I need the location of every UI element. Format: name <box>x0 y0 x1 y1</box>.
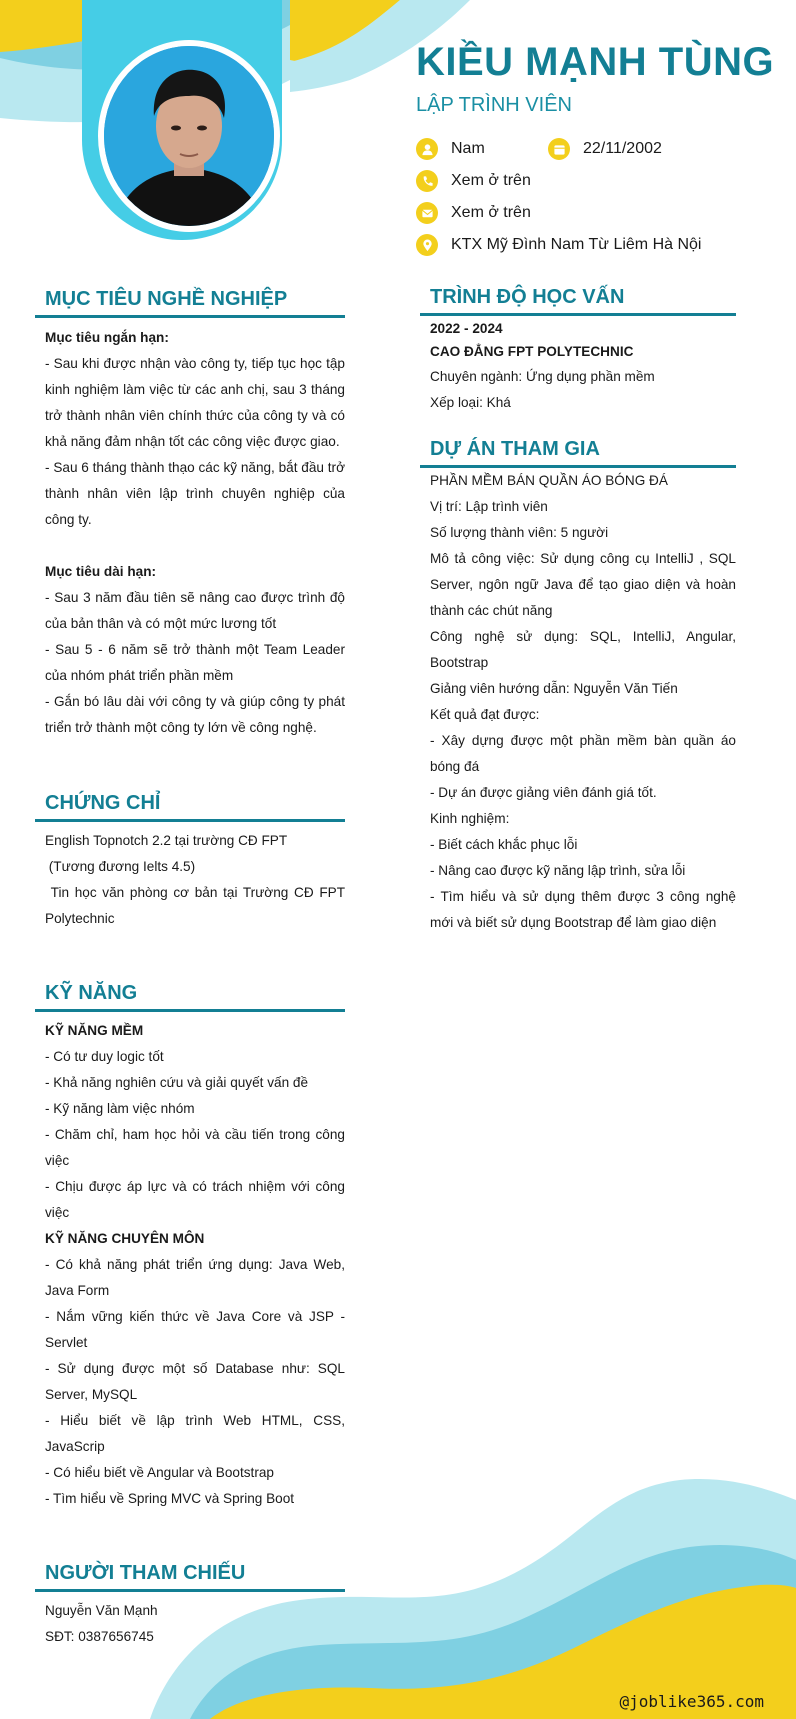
education-rank: Xếp loại: Khá <box>430 395 511 410</box>
certificates-content <box>45 828 349 932</box>
info-birthdate <box>548 138 662 160</box>
project-line: - Tìm hiểu và sử dụng thêm được 3 công nghệ mới và biết sử dụng Bootstrap để làm giao diện <box>430 889 736 930</box>
education-major: Chuyên ngành: Ứng dụng phần mềm <box>430 369 655 384</box>
user-icon <box>416 138 438 160</box>
pro-skill-item: - Hiểu biết về lập trình Web HTML, CSS, JavaScrip <box>45 1413 345 1454</box>
objective-content <box>45 325 345 741</box>
education-title: TRÌNH ĐỘ HỌC VẤN <box>420 286 736 316</box>
projects-title: DỰ ÁN THAM GIA <box>420 438 736 468</box>
education-school: CAO ĐẲNG FPT POLYTECHNIC <box>430 344 634 359</box>
project-line: Vị trí: Lập trình viên <box>430 499 548 514</box>
certificates-title: CHỨNG CHỈ <box>35 792 345 822</box>
skills-title: KỸ NĂNG <box>35 982 345 1012</box>
certificate-item: Tin học văn phòng cơ bản tại Trường CĐ FPT Polytechnic <box>45 885 349 926</box>
location-pin-icon <box>416 234 438 256</box>
soft-skill-item: - Chịu được áp lực và có trách nhiệm với công việc <box>45 1179 345 1220</box>
profile-photo <box>98 40 280 232</box>
soft-skill-item: - Kỹ năng làm việc nhóm <box>45 1101 195 1116</box>
soft-skill-item: - Khả năng nghiên cứu và giải quyết vấn đề <box>45 1075 309 1090</box>
certificate-item: (Tương đương Ielts 4.5) <box>45 859 196 874</box>
short-term-label: Mục tiêu ngắn hạn: <box>45 330 169 345</box>
info-gender <box>416 138 485 160</box>
project-line: - Dự án được giảng viên đánh giá tốt. <box>430 785 657 800</box>
long-term-label: Mục tiêu dài hạn: <box>45 564 157 579</box>
projects-content <box>430 468 736 936</box>
project-line: Mô tả công việc: Sử dụng công cụ IntelliJ , SQL Server, ngôn ngữ Java để tạo giao diện và hoàn thành các chút năng <box>430 551 736 618</box>
candidate-role: LẬP TRÌNH VIÊN <box>416 94 572 116</box>
project-name: PHẦN MỀM BÁN QUẦN ÁO BÓNG ĐÁ <box>430 473 668 488</box>
pro-skill-item: - Sử dụng được một số Database như: SQL Server, MySQL <box>45 1361 345 1402</box>
project-line: - Biết cách khắc phục lỗi <box>430 837 578 852</box>
phone-value: Xem ở trên <box>451 172 531 189</box>
long-term-item: - Sau 3 năm đầu tiên sẽ nâng cao được trình độ của bản thân và có một mức lương tốt <box>45 590 345 631</box>
certificate-item: English Topnotch 2.2 tại trường CĐ FPT <box>45 833 288 848</box>
email-value: Xem ở trên <box>451 204 531 221</box>
watermark-link[interactable]: @joblike365.com <box>619 1692 764 1711</box>
pro-skill-item: - Tìm hiểu về Spring MVC và Spring Boot <box>45 1491 295 1506</box>
soft-skill-item: - Có tư duy logic tốt <box>45 1049 164 1064</box>
reference-phone: SĐT: 0387656745 <box>45 1629 154 1644</box>
calendar-icon <box>548 138 570 160</box>
info-email <box>416 202 531 224</box>
project-line: Công nghệ sử dụng: SQL, IntelliJ, Angular, Bootstrap <box>430 629 736 670</box>
education-content <box>430 318 736 416</box>
info-phone <box>416 170 531 192</box>
info-address <box>416 234 701 256</box>
objective-title: MỤC TIÊU NGHỀ NGHIỆP <box>35 288 345 318</box>
birthdate-value: 22/11/2002 <box>583 140 662 157</box>
project-line: - Xây dựng được một phần mềm bàn quần áo bóng đá <box>430 733 736 774</box>
long-term-item: - Sau 5 - 6 năm sẽ trở thành một Team Leader của nhóm phát triển phần mềm <box>45 642 345 683</box>
project-line: Giảng viên hướng dẫn: Nguyễn Văn Tiến <box>430 681 678 696</box>
pro-skills-label: KỸ NĂNG CHUYÊN MÔN <box>45 1231 205 1246</box>
project-line: Kinh nghiệm: <box>430 811 510 826</box>
reference-name: Nguyễn Văn Mạnh <box>45 1603 158 1618</box>
pro-skill-item: - Có khả năng phát triển ứng dụng: Java Web, Java Form <box>45 1257 345 1298</box>
long-term-item: - Gắn bó lâu dài với công ty và giúp công ty phát triển trở thành một công ty lớn về công nghệ. <box>45 694 345 735</box>
gender-value: Nam <box>451 140 485 157</box>
short-term-item: - Sau khi được nhận vào công ty, tiếp tục học tập kinh nghiệm làm việc từ các anh chị, sau 3 tháng trở thành nhân viên chính thức của công ty và có khả năng đảm nhận tốt các công việc được giao. <box>45 356 345 449</box>
skills-content <box>45 1018 345 1512</box>
candidate-name: KIỀU MẠNH TÙNG <box>416 40 775 84</box>
project-line: Kết quả đạt được: <box>430 707 540 722</box>
reference-content <box>45 1598 345 1650</box>
project-line: - Nâng cao được kỹ năng lập trình, sửa lỗi <box>430 863 686 878</box>
education-period: 2022 - 2024 <box>430 321 503 336</box>
soft-skills-label: KỸ NĂNG MỀM <box>45 1023 144 1038</box>
address-value: KTX Mỹ Đình Nam Từ Liêm Hà Nội <box>451 236 702 253</box>
mail-icon <box>416 202 438 224</box>
pro-skill-item: - Nắm vững kiến thức về Java Core và JSP - Servlet <box>45 1309 345 1350</box>
soft-skill-item: - Chăm chỉ, ham học hỏi và cầu tiến trong công việc <box>45 1127 345 1168</box>
project-line: Số lượng thành viên: 5 người <box>430 525 609 540</box>
pro-skill-item: - Có hiểu biết về Angular và Bootstrap <box>45 1465 274 1480</box>
short-term-item: - Sau 6 tháng thành thạo các kỹ năng, bắt đầu trở thành nhân viên lập trình chuyên nghiệp của công ty. <box>45 460 345 527</box>
phone-icon <box>416 170 438 192</box>
reference-title: NGƯỜI THAM CHIẾU <box>35 1562 345 1592</box>
